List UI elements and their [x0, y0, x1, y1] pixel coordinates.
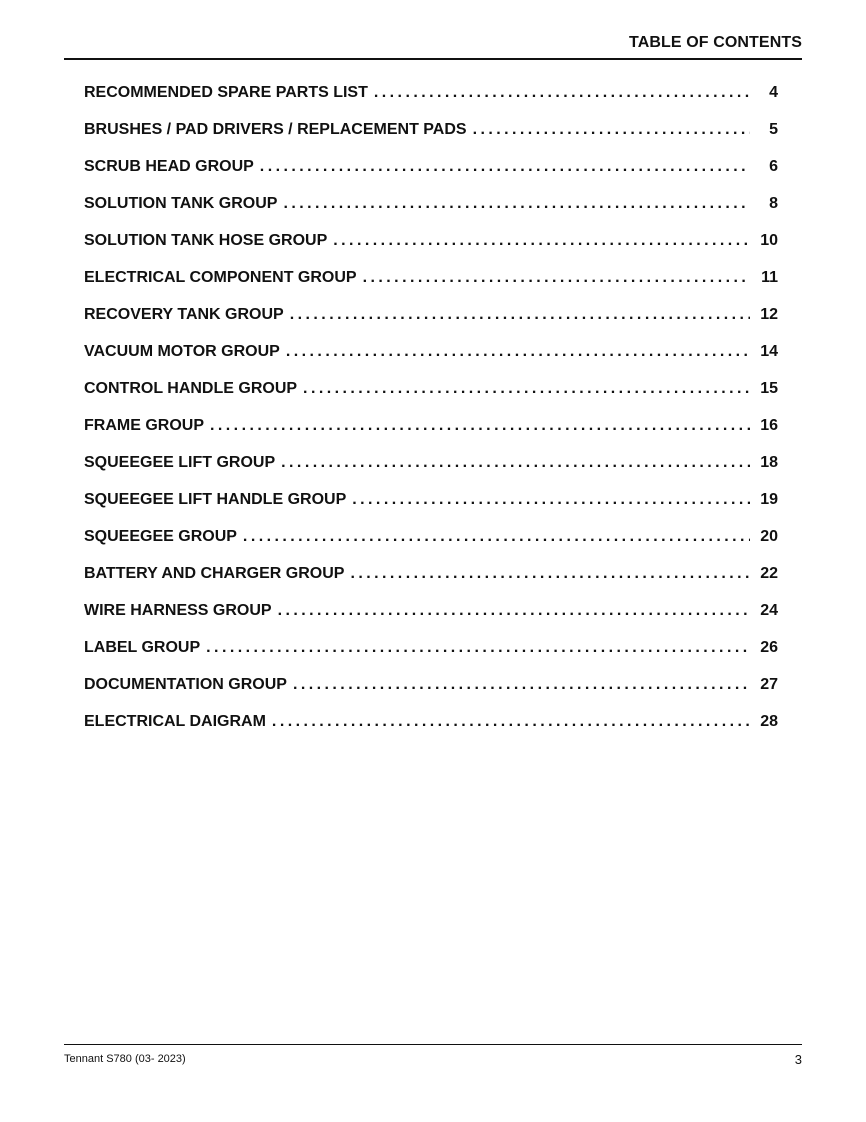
toc-entry[interactable] — [84, 306, 778, 343]
toc-entry-page: 6 — [769, 158, 778, 175]
toc-entry-page: 4 — [769, 84, 778, 101]
toc-leader-dots — [206, 639, 750, 657]
toc-leader-dots — [350, 565, 750, 583]
toc-entry[interactable] — [84, 417, 778, 454]
toc-entry[interactable] — [84, 195, 778, 232]
toc-entry-page: 18 — [760, 454, 778, 471]
toc-leader-dots — [283, 195, 750, 213]
toc-entry[interactable] — [84, 639, 778, 676]
footer-page-number: 3 — [794, 1052, 802, 1067]
table-of-contents — [84, 84, 778, 750]
toc-leader-dots — [260, 158, 750, 176]
toc-entry[interactable] — [84, 269, 778, 306]
toc-entry-title: BRUSHES / PAD DRIVERS / REPLACEMENT PADS — [84, 121, 467, 138]
toc-entry-page: 20 — [760, 528, 778, 545]
toc-entry-title: ELECTRICAL COMPONENT GROUP — [84, 269, 357, 286]
toc-entry-title: BATTERY AND CHARGER GROUP — [84, 565, 345, 582]
toc-entry[interactable] — [84, 602, 778, 639]
toc-entry-page: 16 — [760, 417, 778, 434]
toc-leader-dots — [278, 602, 750, 620]
toc-entry-page: 5 — [769, 121, 778, 138]
header-divider — [64, 58, 802, 60]
toc-leader-dots — [473, 121, 750, 139]
footer-document-id: Tennant S780 (03- 2023) — [64, 1053, 186, 1065]
toc-entry[interactable] — [84, 676, 778, 713]
toc-entry-page: 24 — [760, 602, 778, 619]
toc-entry-page: 11 — [761, 269, 778, 286]
toc-entry[interactable] — [84, 343, 778, 380]
toc-entry[interactable] — [84, 454, 778, 491]
toc-entry-title: VACUUM MOTOR GROUP — [84, 343, 280, 360]
toc-leader-dots — [363, 269, 750, 287]
toc-leader-dots — [303, 380, 750, 398]
toc-entry-title: ELECTRICAL DAIGRAM — [84, 713, 266, 730]
toc-entry-page: 15 — [760, 380, 778, 397]
page-header-title: TABLE OF CONTENTS — [629, 34, 802, 51]
toc-entry[interactable] — [84, 713, 778, 750]
toc-leader-dots — [374, 84, 750, 102]
toc-leader-dots — [210, 417, 750, 435]
toc-entry-title: DOCUMENTATION GROUP — [84, 676, 287, 693]
toc-entry-title: SQUEEGEE LIFT HANDLE GROUP — [84, 491, 347, 508]
toc-entry-page: 8 — [769, 195, 778, 212]
toc-entry-page: 22 — [760, 565, 778, 582]
toc-entry-title: SQUEEGEE GROUP — [84, 528, 237, 545]
toc-entry-title: RECOVERY TANK GROUP — [84, 306, 284, 323]
toc-leader-dots — [286, 343, 750, 361]
toc-entry-title: RECOMMENDED SPARE PARTS LIST — [84, 84, 368, 101]
toc-entry-page: 10 — [760, 232, 778, 249]
toc-entry-title: SQUEEGEE LIFT GROUP — [84, 454, 276, 471]
toc-entry-page: 28 — [760, 713, 778, 730]
toc-entry-title: SOLUTION TANK HOSE GROUP — [84, 232, 328, 249]
toc-entry-page: 12 — [760, 306, 778, 323]
toc-entry-title: WIRE HARNESS GROUP — [84, 602, 272, 619]
toc-entry-page: 26 — [760, 639, 778, 656]
toc-leader-dots — [352, 491, 750, 509]
toc-leader-dots — [272, 713, 750, 731]
toc-entry[interactable] — [84, 491, 778, 528]
toc-entry-title: FRAME GROUP — [84, 417, 204, 434]
toc-entry-title: SOLUTION TANK GROUP — [84, 195, 278, 212]
toc-entry[interactable] — [84, 84, 778, 121]
toc-entry[interactable] — [84, 528, 778, 565]
toc-entry-page: 27 — [760, 676, 778, 693]
toc-leader-dots — [281, 454, 750, 472]
toc-leader-dots — [290, 306, 750, 324]
toc-entry[interactable] — [84, 565, 778, 602]
toc-entry-page: 19 — [760, 491, 778, 508]
toc-entry-title: CONTROL HANDLE GROUP — [84, 380, 298, 397]
toc-leader-dots — [293, 676, 750, 694]
toc-entry[interactable] — [84, 232, 778, 269]
toc-leader-dots — [243, 528, 750, 546]
footer-divider — [64, 1044, 802, 1045]
toc-leader-dots — [333, 232, 750, 250]
toc-entry-title: SCRUB HEAD GROUP — [84, 158, 254, 175]
toc-entry[interactable] — [84, 380, 778, 417]
toc-entry[interactable] — [84, 121, 778, 158]
toc-entry-page: 14 — [760, 343, 778, 360]
toc-entry[interactable] — [84, 158, 778, 195]
toc-entry-title: LABEL GROUP — [84, 639, 201, 656]
